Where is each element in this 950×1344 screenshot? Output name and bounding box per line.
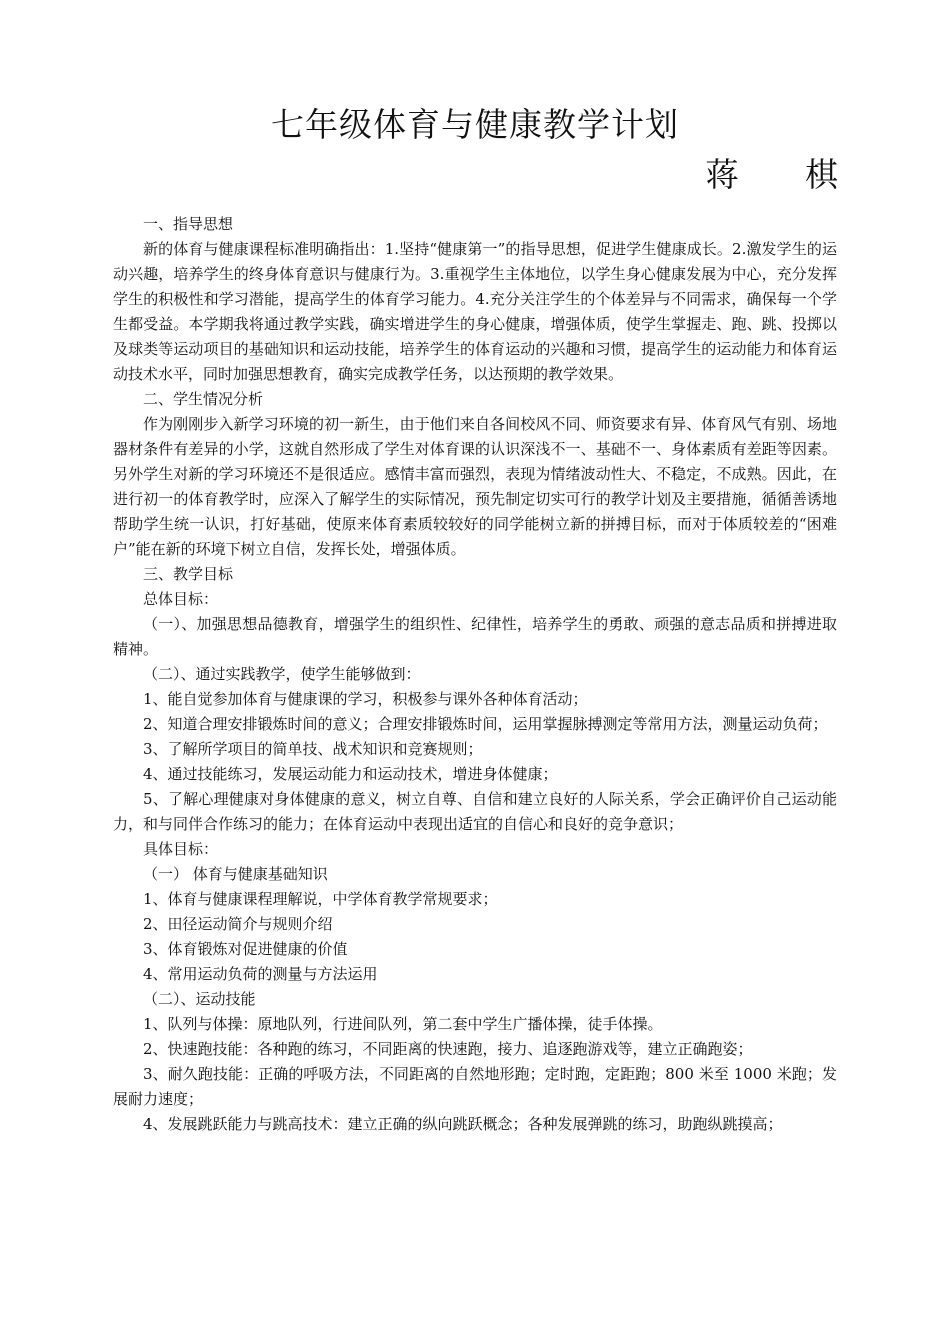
list-item: 1、体育与健康课程理解说，中学体育教学常规要求； xyxy=(143,890,498,908)
list-item: 4、发展跳跃能力与跳高技术：建立正确的纵向跳跃概念；各种发展弹跳的练习，助跑纵跳摸高； xyxy=(143,1115,783,1133)
list-item: 3、了解所学项目的简单技、战术知识和竞赛规则； xyxy=(143,740,483,758)
list-item: 2、知道合理安排锻炼时间的意义；合理安排锻炼时间，运用掌握脉搏测定等常用方法，测量运动负荷； xyxy=(143,715,828,733)
paragraph: （一）、加强思想品德教育，增强学生的组织性、纪律性，培养学生的勇敢、顽强的意志品质和拼搏进取精神。 xyxy=(113,615,837,658)
section-heading: 二、学生情况分析 xyxy=(143,390,264,408)
list-item: 5、了解心理健康对身体健康的意义，树立自尊、自信和建立良好的人际关系，学会正确评价自己运动能力，和与同伴合作练习的能力；在体育运动中表现出适宜的自信心和良好的竞争意识； xyxy=(113,790,837,833)
list-item: 3、耐久跑技能：正确的呼吸方法，不同距离的自然地形跑；定时跑，定距跑；800 米至 1000 米跑；发展耐力速度； xyxy=(113,1065,837,1108)
document-title: 七年级体育与健康教学计划 xyxy=(271,105,679,144)
paragraph: 新的体育与健康课程标准明确指出：1.坚持“健康第一”的指导思想，促进学生健康成长。2.激发学生的运动兴趣，培养学生的终身体育意识与健康行为。3.重视学生主体地位，以学生身心健康发展为中心，充分发挥学生的积极性和学习潜能，提高学生的体育学习能力。4.充分关注学生的个体差异与不同需求，确保每一个学生都受益。本学期我将通过教学实践，确实增进学生的身心健康，增强体质，使学生掌握走、跑、跳、投掷以及球类等运动项目的基础知识和运动技能，培养学生的体育运动的兴趣和习惯，提高学生的运动能力和体育运动技术水平，同时加强思想教育，确实完成教学任务，以达预期的教学效果。 xyxy=(113,240,837,383)
list-item: 2、快速跑技能：各种跑的练习，不同距离的快速跑，接力、追逐跑游戏等，建立正确跑姿； xyxy=(143,1040,753,1058)
document-body xyxy=(113,212,837,1137)
paragraph: （一） 体育与健康基础知识 xyxy=(143,865,328,883)
author-name: 蒋 棋 xyxy=(705,155,866,194)
list-item: 4、常用运动负荷的测量与方法运用 xyxy=(143,965,378,983)
section-heading: 三、教学目标 xyxy=(143,565,234,583)
paragraph: （二）、运动技能 xyxy=(143,990,256,1008)
list-item: 1、能自觉参加体育与健康课的学习，积极参与课外各种体育活动； xyxy=(143,690,588,708)
section-heading: 一、指导思想 xyxy=(143,215,234,233)
paragraph: 具体目标： xyxy=(143,840,219,858)
paragraph: 总体目标： xyxy=(143,590,219,608)
paragraph: 作为刚刚步入新学习环境的初一新生，由于他们来自各间校风不同、师资要求有异、体育风气有别、场地器材条件有差异的小学，这就自然形成了学生对体育课的认识深浅不一、基础不一、身体素质有差距等因素。另外学生对新的学习环境还不是很适应。感情丰富而强烈，表现为情绪波动性大、不稳定，不成熟。因此，在进行初一的体育教学时，应深入了解学生的实际情况，预先制定切实可行的教学计划及主要措施，循循善诱地帮助学生统一认识，打好基础，使原来体育素质较较好的同学能树立新的拼搏目标，而对于体质较差的“困难户”能在新的环境下树立自信，发挥长处，增强体质。 xyxy=(113,415,837,558)
list-item: 3、体育锻炼对促进健康的价值 xyxy=(143,940,348,958)
list-item: 1、队列与体操：原地队列，行进间队列，第二套中学生广播体操，徒手体操。 xyxy=(143,1015,663,1033)
list-item: 2、田径运动简介与规则介绍 xyxy=(143,915,333,933)
list-item: 4、通过技能练习，发展运动能力和运动技术，增进身体健康； xyxy=(143,765,558,783)
paragraph: （二）、通过实践教学，使学生能够做到： xyxy=(143,665,421,683)
